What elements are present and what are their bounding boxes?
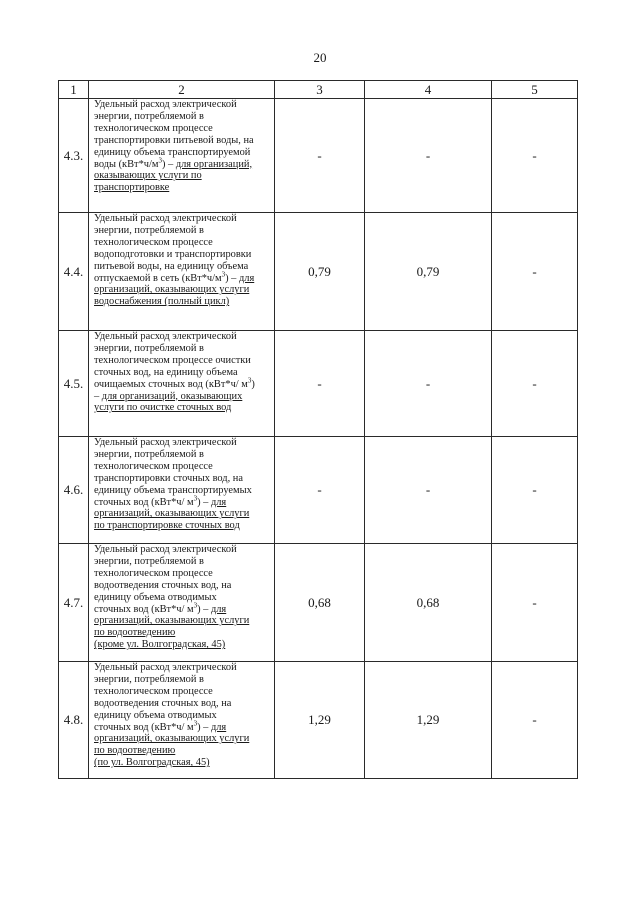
description-line: единицу объема транспортируемой bbox=[94, 146, 251, 158]
description-line: организаций, оказывающих услуги bbox=[94, 284, 250, 296]
row-number: 4.3. bbox=[59, 99, 89, 213]
description-line: водоподготовки и транспортировки bbox=[94, 248, 252, 260]
description-line bbox=[94, 601, 270, 616]
underlined-text: для bbox=[210, 603, 227, 615]
description-line: сточных вод, на единицу объема bbox=[94, 366, 238, 378]
unit-superscript: 3 bbox=[193, 494, 198, 503]
description-line: единицу объема отводимых bbox=[94, 591, 217, 603]
column-header: 3 bbox=[275, 81, 365, 99]
table-row bbox=[59, 662, 578, 779]
text-fragment: ) – bbox=[161, 158, 176, 170]
description-line: водоотведения сточных вод, на bbox=[94, 579, 232, 591]
value-cell-col5: - bbox=[492, 662, 578, 779]
value-cell-col5: - bbox=[492, 213, 578, 331]
value-cell-col3: - bbox=[275, 99, 365, 213]
value-cell-col4: 0,79 bbox=[365, 213, 492, 331]
row-description bbox=[89, 662, 275, 779]
table-header-row bbox=[59, 81, 578, 99]
description-line: технологическом процессе bbox=[94, 460, 213, 472]
value-cell-col3: - bbox=[275, 331, 365, 437]
text-fragment: ) – bbox=[197, 603, 211, 615]
description-line: Удельный расход электрической bbox=[94, 331, 237, 342]
row-number: 4.6. bbox=[59, 437, 89, 544]
description-line: технологическом процессе bbox=[94, 685, 213, 697]
text-fragment: ) – bbox=[197, 721, 211, 733]
row-description bbox=[89, 99, 275, 213]
value-cell-col4: 0,68 bbox=[365, 544, 492, 662]
description-line bbox=[94, 391, 270, 403]
text-fragment: сточных вод (кВт*ч/ м bbox=[94, 496, 194, 508]
value-cell-col4: - bbox=[365, 437, 492, 544]
description-line: водоснабжения (полный цикл) bbox=[94, 296, 230, 308]
value-cell-col4: 1,29 bbox=[365, 662, 492, 779]
text-fragment: ) bbox=[251, 378, 255, 390]
text-fragment: отпускаемой в сеть (кВт*ч/м bbox=[94, 272, 222, 284]
column-header: 1 bbox=[59, 81, 89, 99]
description-line: по водоотведению bbox=[94, 745, 176, 757]
description-line: энергии, потребляемой в bbox=[94, 224, 204, 236]
description-line: организаций, оказывающих услуги bbox=[94, 615, 250, 627]
row-number: 4.7. bbox=[59, 544, 89, 662]
description-line: технологическом процессе очистки bbox=[94, 354, 251, 366]
unit-superscript: 3 bbox=[193, 601, 198, 610]
row-description bbox=[89, 213, 275, 331]
text-fragment: сточных вод (кВт*ч/ м bbox=[94, 603, 194, 615]
value-cell-col3: 1,29 bbox=[275, 662, 365, 779]
unit-superscript: 3 bbox=[158, 156, 162, 165]
description-line: энергии, потребляемой в bbox=[94, 448, 204, 460]
underlined-text: для bbox=[210, 721, 227, 733]
text-fragment: очищаемых сточных вод (кВт*ч/ м bbox=[94, 378, 248, 390]
row-number: 4.5. bbox=[59, 331, 89, 437]
unit-superscript: 3 bbox=[247, 376, 252, 385]
text-fragment: воды (кВт*ч/м bbox=[94, 158, 159, 170]
description-line: услуги по очистке сточных вод bbox=[94, 402, 232, 414]
description-line: транспортировке bbox=[94, 182, 170, 194]
column-header: 2 bbox=[89, 81, 275, 99]
column-header: 4 bbox=[365, 81, 492, 99]
description-line bbox=[94, 494, 270, 509]
description-line: Удельный расход электрической bbox=[94, 99, 237, 110]
description-line: технологическом процессе bbox=[94, 236, 213, 248]
column-header: 5 bbox=[492, 81, 578, 99]
description-line: (кроме ул. Волгоградская, 45) bbox=[94, 639, 226, 651]
row-description bbox=[89, 331, 275, 437]
description-line: Удельный расход электрической bbox=[94, 662, 237, 673]
row-description bbox=[89, 544, 275, 662]
unit-superscript: 3 bbox=[193, 719, 198, 728]
description-line: энергии, потребляемой в bbox=[94, 673, 204, 685]
description-line: организаций, оказывающих услуги bbox=[94, 733, 250, 745]
description-line bbox=[94, 156, 270, 171]
value-cell-col3: 0,79 bbox=[275, 213, 365, 331]
page-number: 20 bbox=[313, 50, 327, 65]
value-cell-col3: - bbox=[275, 437, 365, 544]
description-line: энергии, потребляемой в bbox=[94, 342, 204, 354]
text-fragment: ) – bbox=[225, 272, 239, 284]
value-cell-col4: - bbox=[365, 99, 492, 213]
underlined-text: для bbox=[210, 496, 227, 508]
table-row bbox=[59, 213, 578, 331]
energy-consumption-table bbox=[58, 80, 578, 779]
description-line: единицу объема отводимых bbox=[94, 709, 217, 721]
value-cell-col5: - bbox=[492, 437, 578, 544]
description-line: Удельный расход электрической bbox=[94, 213, 237, 224]
underlined-text: для организаций, оказывающих bbox=[101, 390, 243, 402]
description-line: технологическом процессе bbox=[94, 567, 213, 579]
description-line: по транспортировке сточных вод bbox=[94, 520, 240, 532]
description-line bbox=[94, 376, 270, 391]
description-line: оказывающих услуги по bbox=[94, 170, 202, 182]
description-line: энергии, потребляемой в bbox=[94, 110, 204, 122]
description-line: по водоотведению bbox=[94, 627, 176, 639]
text-fragment: сточных вод (кВт*ч/ м bbox=[94, 721, 194, 733]
value-cell-col5: - bbox=[492, 544, 578, 662]
table-row bbox=[59, 544, 578, 662]
text-fragment: ) – bbox=[197, 496, 211, 508]
text-fragment: – bbox=[94, 390, 102, 402]
table-row bbox=[59, 331, 578, 437]
table-row bbox=[59, 99, 578, 213]
value-cell-col4: - bbox=[365, 331, 492, 437]
table-row bbox=[59, 437, 578, 544]
description-line: транспортировки сточных вод, на bbox=[94, 472, 243, 484]
description-line bbox=[94, 719, 270, 734]
underlined-text: для организаций, bbox=[175, 158, 253, 170]
description-line: (по ул. Волгоградская, 45) bbox=[94, 757, 210, 769]
description-line: Удельный расход электрической bbox=[94, 544, 237, 555]
row-number: 4.8. bbox=[59, 662, 89, 779]
description-line: водоотведения сточных вод, на bbox=[94, 697, 232, 709]
unit-superscript: 3 bbox=[221, 270, 226, 279]
description-line: единицу объема транспортируемых bbox=[94, 484, 252, 496]
row-description bbox=[89, 437, 275, 544]
description-line: организаций, оказывающих услуги bbox=[94, 508, 250, 520]
description-line: энергии, потребляемой в bbox=[94, 555, 204, 567]
row-number: 4.4. bbox=[59, 213, 89, 331]
description-line: Удельный расход электрической bbox=[94, 437, 237, 448]
underlined-text: для bbox=[238, 272, 255, 284]
value-cell-col5: - bbox=[492, 99, 578, 213]
value-cell-col3: 0,68 bbox=[275, 544, 365, 662]
description-line: технологическом процессе bbox=[94, 122, 213, 134]
value-cell-col5: - bbox=[492, 331, 578, 437]
description-line: питьевой воды, на единицу объема bbox=[94, 260, 249, 272]
description-line bbox=[94, 270, 270, 285]
description-line: транспортировки питьевой воды, на bbox=[94, 134, 254, 146]
